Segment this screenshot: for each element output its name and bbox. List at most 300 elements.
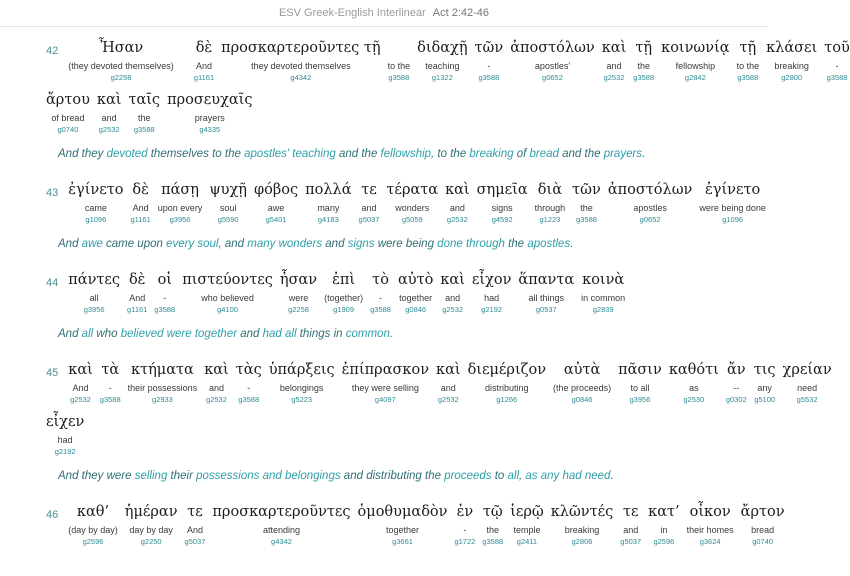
linked-phrase[interactable]: believed were together: [120, 328, 238, 340]
strongs-number[interactable]: g2258: [288, 305, 309, 314]
interlinear-line: [46, 413, 768, 465]
greek-word: ἦσαν: [279, 272, 318, 288]
english-gloss: they were selling: [351, 383, 419, 393]
translation-text: .: [389, 328, 394, 340]
english-gloss: their homes: [686, 525, 734, 535]
strongs-number[interactable]: g3588: [133, 125, 155, 134]
strongs-number[interactable]: g1722: [454, 537, 476, 546]
greek-word: σημεῖα: [476, 182, 528, 198]
english-gloss: apostles': [534, 61, 571, 71]
verse-number[interactable]: 46: [46, 509, 59, 521]
greek-word: τὸ: [372, 272, 389, 288]
interlinear-word[interactable]: [687, 503, 734, 547]
greek-word: διεμέριζον: [467, 362, 547, 378]
greek-word: χρείαν: [782, 362, 832, 378]
english-gloss: the: [137, 113, 151, 123]
interlinear-word[interactable]: [783, 361, 832, 405]
english-gloss: And: [186, 525, 203, 535]
linked-phrase[interactable]: breaking: [469, 148, 514, 160]
strongs-number[interactable]: g5100: [754, 395, 776, 404]
verse-translation: [58, 233, 768, 255]
greek-word: καθότι: [668, 362, 719, 378]
strongs-number[interactable]: g3588: [370, 305, 391, 314]
greek-word: φόβος: [253, 182, 299, 198]
english-gloss: --: [733, 383, 740, 393]
strongs-number[interactable]: g2532: [98, 125, 120, 134]
translation-text: the: [421, 470, 445, 482]
strongs-number[interactable]: g5532: [796, 395, 818, 404]
interlinear-word[interactable]: [182, 271, 273, 315]
passage-reference[interactable]: Act 2:42-46: [432, 7, 490, 19]
app-title: ESV Greek-English Interlinear: [278, 7, 426, 19]
interlinear-word[interactable]: [417, 39, 467, 83]
linked-phrase[interactable]: had all: [262, 328, 297, 340]
english-gloss: distributing: [485, 383, 529, 393]
interlinear-word[interactable]: [669, 361, 719, 405]
strongs-number[interactable]: g1266: [496, 395, 518, 404]
strongs-number[interactable]: g2192: [54, 447, 76, 456]
interlinear-word[interactable]: [212, 503, 350, 547]
linked-phrase[interactable]: all: [507, 470, 520, 482]
greek-word: δὲ: [128, 272, 146, 288]
translation-text: upon: [137, 238, 167, 250]
strongs-number[interactable]: g2532: [446, 215, 468, 224]
greek-word: ἐπὶ: [332, 272, 356, 288]
interlinear-word[interactable]: [254, 181, 298, 225]
greek-word: τε: [361, 182, 377, 198]
greek-word: τὰ: [101, 362, 120, 378]
interlinear-word[interactable]: [633, 39, 654, 83]
interlinear-word[interactable]: [269, 361, 335, 405]
interlinear-word[interactable]: [477, 181, 528, 225]
strongs-number[interactable]: g2530: [683, 395, 705, 404]
translation-text: And: [58, 238, 82, 250]
interlinear-word[interactable]: [551, 503, 614, 547]
greek-word: δὲ: [195, 40, 213, 56]
title-bar: [0, 0, 768, 27]
interlinear-word[interactable]: [472, 271, 512, 315]
interlinear-word[interactable]: [97, 91, 122, 135]
english-gloss: attending: [262, 525, 300, 535]
strongs-number[interactable]: g3956: [629, 395, 651, 404]
english-gloss: and: [606, 61, 622, 71]
english-gloss: -: [163, 293, 167, 303]
interlinear-word[interactable]: [358, 503, 448, 547]
english-gloss: -: [108, 383, 112, 393]
interlinear-word[interactable]: [436, 361, 461, 405]
interlinear-word[interactable]: [167, 91, 252, 135]
interlinear-word[interactable]: [648, 503, 680, 547]
strongs-number[interactable]: g3588: [238, 395, 260, 404]
strongs-number[interactable]: g2839: [592, 305, 614, 314]
interlinear-word[interactable]: [68, 181, 123, 225]
english-gloss: signs: [491, 203, 513, 213]
interlinear-word[interactable]: [386, 181, 438, 225]
interlinear-word[interactable]: [100, 361, 121, 405]
verse-translation: [58, 323, 768, 345]
interlinear-word[interactable]: [699, 181, 766, 225]
interlinear-word[interactable]: [209, 181, 247, 225]
strongs-number[interactable]: g2250: [140, 537, 162, 546]
greek-word: ἱερῷ: [510, 504, 544, 520]
interlinear-word[interactable]: [440, 271, 465, 315]
strongs-number[interactable]: g2596: [82, 537, 104, 546]
greek-word: προσκαρτεροῦντες τῇ: [221, 40, 381, 56]
greek-word: δὲ: [132, 182, 149, 198]
greek-word: ψυχῇ: [209, 182, 247, 198]
interlinear-word[interactable]: [280, 271, 317, 315]
greek-word: καὶ: [204, 362, 229, 378]
english-gloss: in common: [581, 293, 626, 303]
strongs-number[interactable]: g2806: [571, 537, 593, 546]
translation-text: the: [584, 148, 604, 160]
english-gloss: bread: [751, 525, 775, 535]
interlinear-word[interactable]: [510, 503, 544, 547]
translation-text: who: [93, 328, 121, 340]
english-gloss: who believed: [201, 293, 254, 303]
interlinear-word[interactable]: [737, 39, 760, 83]
strongs-number[interactable]: g1161: [127, 305, 148, 314]
greek-word: ἄρτον: [740, 504, 785, 520]
strongs-number[interactable]: g3588: [99, 395, 121, 404]
strongs-number[interactable]: g3588: [826, 73, 848, 82]
linked-phrase[interactable]: many wonders: [247, 238, 323, 250]
greek-word: οἶκον: [689, 504, 731, 520]
translation-text: .: [570, 238, 574, 250]
linked-phrase[interactable]: every soul: [166, 238, 219, 250]
greek-word: ἐν: [456, 504, 474, 520]
linked-phrase[interactable]: bread: [529, 148, 559, 160]
interlinear-word[interactable]: [602, 39, 627, 83]
greek-word: ἅπαντα: [518, 272, 575, 288]
english-gloss: fellowship: [675, 61, 716, 71]
strongs-number[interactable]: g0537: [535, 305, 557, 314]
english-gloss: came: [84, 203, 107, 213]
linked-phrase[interactable]: awe: [81, 238, 103, 250]
english-gloss: -: [835, 61, 839, 71]
greek-word: τοῦ: [824, 40, 850, 56]
strongs-number[interactable]: g5223: [291, 395, 313, 404]
interlinear-word[interactable]: [305, 181, 351, 225]
strongs-number[interactable]: g2596: [653, 537, 675, 546]
interlinear-line: [46, 181, 768, 233]
english-gloss: all things: [528, 293, 565, 303]
interlinear-word[interactable]: [468, 361, 546, 405]
greek-word: κτήματα: [131, 362, 194, 378]
linked-phrase[interactable]: prayers: [603, 148, 643, 160]
strongs-number[interactable]: g4335: [199, 125, 221, 134]
verse-number[interactable]: 44: [46, 277, 59, 289]
strongs-number[interactable]: g1161: [193, 73, 215, 82]
english-gloss: (together): [324, 293, 364, 303]
greek-word: κοινωνίᾳ: [661, 40, 730, 56]
linked-phrase[interactable]: fellowship: [380, 148, 432, 160]
strongs-number[interactable]: g0846: [405, 305, 427, 314]
greek-word: τέρατα: [386, 182, 439, 198]
english-gloss: And: [129, 293, 146, 303]
interlinear-word[interactable]: [618, 361, 662, 405]
greek-word: εἶχον: [471, 272, 512, 288]
strongs-number[interactable]: g3661: [392, 537, 413, 546]
strongs-number[interactable]: g5037: [184, 537, 206, 546]
interlinear-word[interactable]: [154, 271, 175, 315]
english-gloss: -: [247, 383, 251, 393]
strongs-number[interactable]: g2532: [437, 395, 459, 404]
strongs-number[interactable]: g0740: [57, 125, 79, 134]
english-gloss: belongings: [279, 383, 324, 393]
strongs-number[interactable]: g5059: [401, 215, 423, 224]
interlinear-word[interactable]: [158, 181, 203, 225]
english-gloss: breaking: [774, 61, 809, 71]
strongs-number[interactable]: g2532: [442, 305, 464, 314]
translation-text: and: [322, 238, 348, 250]
english-gloss: had: [57, 435, 73, 445]
linked-phrase[interactable]: apostles: [527, 238, 571, 250]
english-gloss: and: [623, 525, 639, 535]
english-gloss: -: [379, 293, 383, 303]
strongs-number[interactable]: g3588: [482, 537, 504, 546]
greek-word: τις: [753, 362, 776, 378]
strongs-number[interactable]: g2258: [110, 73, 132, 82]
english-gloss: teaching: [425, 61, 460, 71]
translation-text: to: [491, 470, 508, 482]
interlinear-word[interactable]: [194, 39, 214, 83]
interlinear-word[interactable]: [46, 413, 84, 457]
interlinear-word[interactable]: [342, 361, 429, 405]
greek-word: καθ’: [76, 504, 110, 520]
greek-word: διδαχῇ: [417, 40, 468, 56]
strongs-number[interactable]: g4097: [374, 395, 396, 404]
strongs-number[interactable]: g2411: [516, 537, 538, 546]
interlinear-word[interactable]: [445, 181, 470, 225]
interlinear-word[interactable]: [204, 361, 229, 405]
strongs-number[interactable]: g3588: [388, 73, 410, 82]
strongs-number[interactable]: g2532: [603, 73, 625, 82]
verse-number[interactable]: 43: [46, 187, 59, 199]
strongs-number[interactable]: g5037: [358, 215, 380, 224]
linked-phrase[interactable]: common: [345, 328, 390, 340]
greek-word: ὁμοθυμαδὸν: [357, 504, 448, 520]
linked-phrase[interactable]: proceeds: [444, 470, 492, 482]
strongs-number[interactable]: g5590: [217, 215, 239, 224]
linked-phrase[interactable]: possessions and belongings: [196, 470, 341, 482]
strongs-number[interactable]: g4183: [317, 215, 339, 224]
strongs-number[interactable]: g4592: [491, 215, 513, 224]
interlinear-word[interactable]: [68, 361, 93, 405]
translation-text: , and: [218, 238, 248, 250]
interlinear-word[interactable]: [127, 271, 147, 315]
strongs-number[interactable]: g1322: [431, 73, 453, 82]
interlinear-word[interactable]: [510, 39, 595, 83]
interlinear-word[interactable]: [475, 39, 504, 83]
english-gloss: And: [72, 383, 89, 393]
english-gloss: wonders: [395, 203, 430, 213]
strongs-number[interactable]: g1909: [333, 305, 355, 314]
greek-word: πιστεύοντες: [182, 272, 273, 288]
greek-word: αὐτὰ: [563, 362, 601, 378]
greek-word: πάσῃ: [161, 182, 199, 198]
translation-text: the: [504, 238, 528, 250]
interlinear-word[interactable]: [581, 271, 625, 315]
interlinear-word[interactable]: [68, 503, 118, 547]
greek-word: αὐτὸ: [397, 272, 434, 288]
interlinear-word[interactable]: [741, 503, 785, 547]
linked-phrase[interactable]: selling: [134, 470, 168, 482]
interlinear-word[interactable]: [130, 181, 150, 225]
interlinear-word[interactable]: [221, 39, 380, 83]
english-gloss: and: [361, 203, 377, 213]
interlinear-word[interactable]: [236, 361, 262, 405]
interlinear-word[interactable]: [128, 91, 160, 135]
greek-word: Ἦσαν: [98, 40, 144, 56]
greek-word: πολλά: [305, 182, 352, 198]
strongs-number[interactable]: g3956: [83, 305, 105, 314]
strongs-number[interactable]: g4342: [271, 537, 292, 546]
strongs-number[interactable]: g0652: [542, 73, 563, 82]
english-gloss: to the: [736, 61, 760, 71]
greek-word: ταῖς: [128, 92, 161, 108]
strongs-number[interactable]: g1161: [130, 215, 151, 224]
interlinear-word[interactable]: [608, 181, 693, 225]
greek-word: καὶ: [436, 362, 461, 378]
greek-word: κλάσει: [766, 40, 818, 56]
english-gloss: -: [487, 61, 491, 71]
strongs-number[interactable]: g2933: [152, 395, 173, 404]
strongs-number[interactable]: g2842: [684, 73, 706, 82]
greek-word: ἀποστόλων: [510, 40, 595, 56]
strongs-number[interactable]: g5037: [620, 537, 642, 546]
english-gloss: were: [288, 293, 309, 303]
interlinear-line: [46, 271, 768, 323]
english-gloss: to all: [630, 383, 650, 393]
greek-word: καὶ: [445, 182, 470, 198]
interlinear-word[interactable]: [553, 361, 611, 405]
interlinear-word[interactable]: [398, 271, 433, 315]
verse-number[interactable]: 42: [46, 45, 59, 57]
strongs-number[interactable]: g3588: [737, 73, 759, 82]
interlinear-word[interactable]: [370, 271, 391, 315]
interlinear-word[interactable]: [572, 181, 601, 225]
linked-phrase[interactable]: as any had need: [525, 470, 611, 482]
verse-number[interactable]: 45: [46, 367, 59, 379]
interlinear-word[interactable]: [185, 503, 206, 547]
translation-text: their: [167, 470, 197, 482]
strongs-number[interactable]: g0740: [752, 537, 774, 546]
greek-word: ἐπίπρασκον: [341, 362, 430, 378]
greek-word: οἱ: [157, 272, 172, 288]
strongs-number[interactable]: g3956: [169, 215, 191, 224]
translation-text: and: [558, 148, 585, 160]
interlinear-word[interactable]: [68, 271, 120, 315]
linked-phrase[interactable]: signs: [347, 238, 375, 250]
greek-word: τῇ: [635, 40, 653, 56]
strongs-number[interactable]: g5401: [265, 215, 287, 224]
verse-spacer: [46, 255, 768, 271]
english-gloss: and: [208, 383, 224, 393]
verse-spacer: [46, 345, 768, 361]
strongs-number[interactable]: g3588: [478, 73, 500, 82]
linked-phrase[interactable]: done through: [437, 238, 505, 250]
interlinear-word[interactable]: [454, 503, 475, 547]
greek-word: ἡμέραν: [124, 504, 178, 520]
english-gloss: together: [385, 525, 420, 535]
translation-text: And: [58, 470, 82, 482]
interlinear-word[interactable]: [661, 39, 729, 83]
greek-word: ἄν: [726, 362, 746, 378]
translation-text: .: [642, 148, 646, 160]
interlinear-word[interactable]: [620, 503, 641, 547]
translation-text: distributing: [366, 470, 422, 482]
strongs-number[interactable]: g1096: [85, 215, 107, 224]
greek-word: πᾶσιν: [618, 362, 662, 378]
english-gloss: all: [89, 293, 99, 303]
english-gloss: And: [132, 203, 149, 213]
greek-word: προσκαρτεροῦντες: [212, 504, 351, 520]
english-gloss: apostles: [633, 203, 667, 213]
greek-word: πάντες: [68, 272, 121, 288]
greek-word: κατ’: [648, 504, 680, 520]
linked-phrase[interactable]: all: [81, 328, 94, 340]
interlinear-word[interactable]: [726, 361, 747, 405]
translation-text: .: [610, 470, 614, 482]
interlinear-word[interactable]: [482, 503, 503, 547]
strongs-number[interactable]: g2192: [481, 305, 503, 314]
english-gloss: any: [757, 383, 772, 393]
verse-spacer: [46, 487, 768, 503]
interlinear-line: [46, 39, 850, 91]
strongs-number[interactable]: g1096: [722, 215, 744, 224]
translation-text: they: [81, 148, 107, 160]
english-gloss: through: [534, 203, 566, 213]
strongs-number[interactable]: g0302: [725, 395, 747, 404]
greek-word: ὑπάρξεις: [268, 362, 335, 378]
english-gloss: the: [637, 61, 650, 71]
greek-word: προσευχαῖς: [167, 92, 253, 108]
strongs-number[interactable]: g4342: [290, 73, 312, 82]
strongs-number[interactable]: g4100: [217, 305, 238, 314]
strongs-number[interactable]: g3588: [633, 73, 655, 82]
strongs-number[interactable]: g2532: [206, 395, 227, 404]
strongs-number[interactable]: g0846: [571, 395, 593, 404]
strongs-number[interactable]: g2532: [70, 395, 91, 404]
interlinear-word[interactable]: [754, 361, 776, 405]
interlinear-word[interactable]: [128, 361, 198, 405]
interlinear-word[interactable]: [766, 39, 817, 83]
translation-text: And: [58, 148, 82, 160]
greek-word: καὶ: [68, 362, 93, 378]
interlinear-word[interactable]: [388, 39, 411, 83]
interlinear-word[interactable]: [359, 181, 380, 225]
interlinear-word[interactable]: [46, 91, 90, 135]
interlinear-word[interactable]: [324, 271, 363, 315]
strongs-number[interactable]: g3588: [154, 305, 176, 314]
interlinear-word[interactable]: [68, 39, 174, 83]
strongs-number[interactable]: g1223: [539, 215, 561, 224]
english-gloss: and: [440, 383, 456, 393]
strongs-number[interactable]: g2800: [781, 73, 803, 82]
strongs-number[interactable]: g3588: [576, 215, 597, 224]
interlinear-word[interactable]: [824, 39, 850, 83]
linked-phrase[interactable]: devoted: [106, 148, 148, 160]
linked-phrase[interactable]: apostles' teaching: [244, 148, 336, 160]
strongs-number[interactable]: g0652: [639, 215, 661, 224]
strongs-number[interactable]: g3624: [699, 537, 721, 546]
translation-text: , to the: [431, 148, 470, 160]
interlinear-word[interactable]: [518, 271, 574, 315]
interlinear-word[interactable]: [125, 503, 178, 547]
interlinear-word[interactable]: [535, 181, 566, 225]
translation-text: And: [58, 328, 82, 340]
